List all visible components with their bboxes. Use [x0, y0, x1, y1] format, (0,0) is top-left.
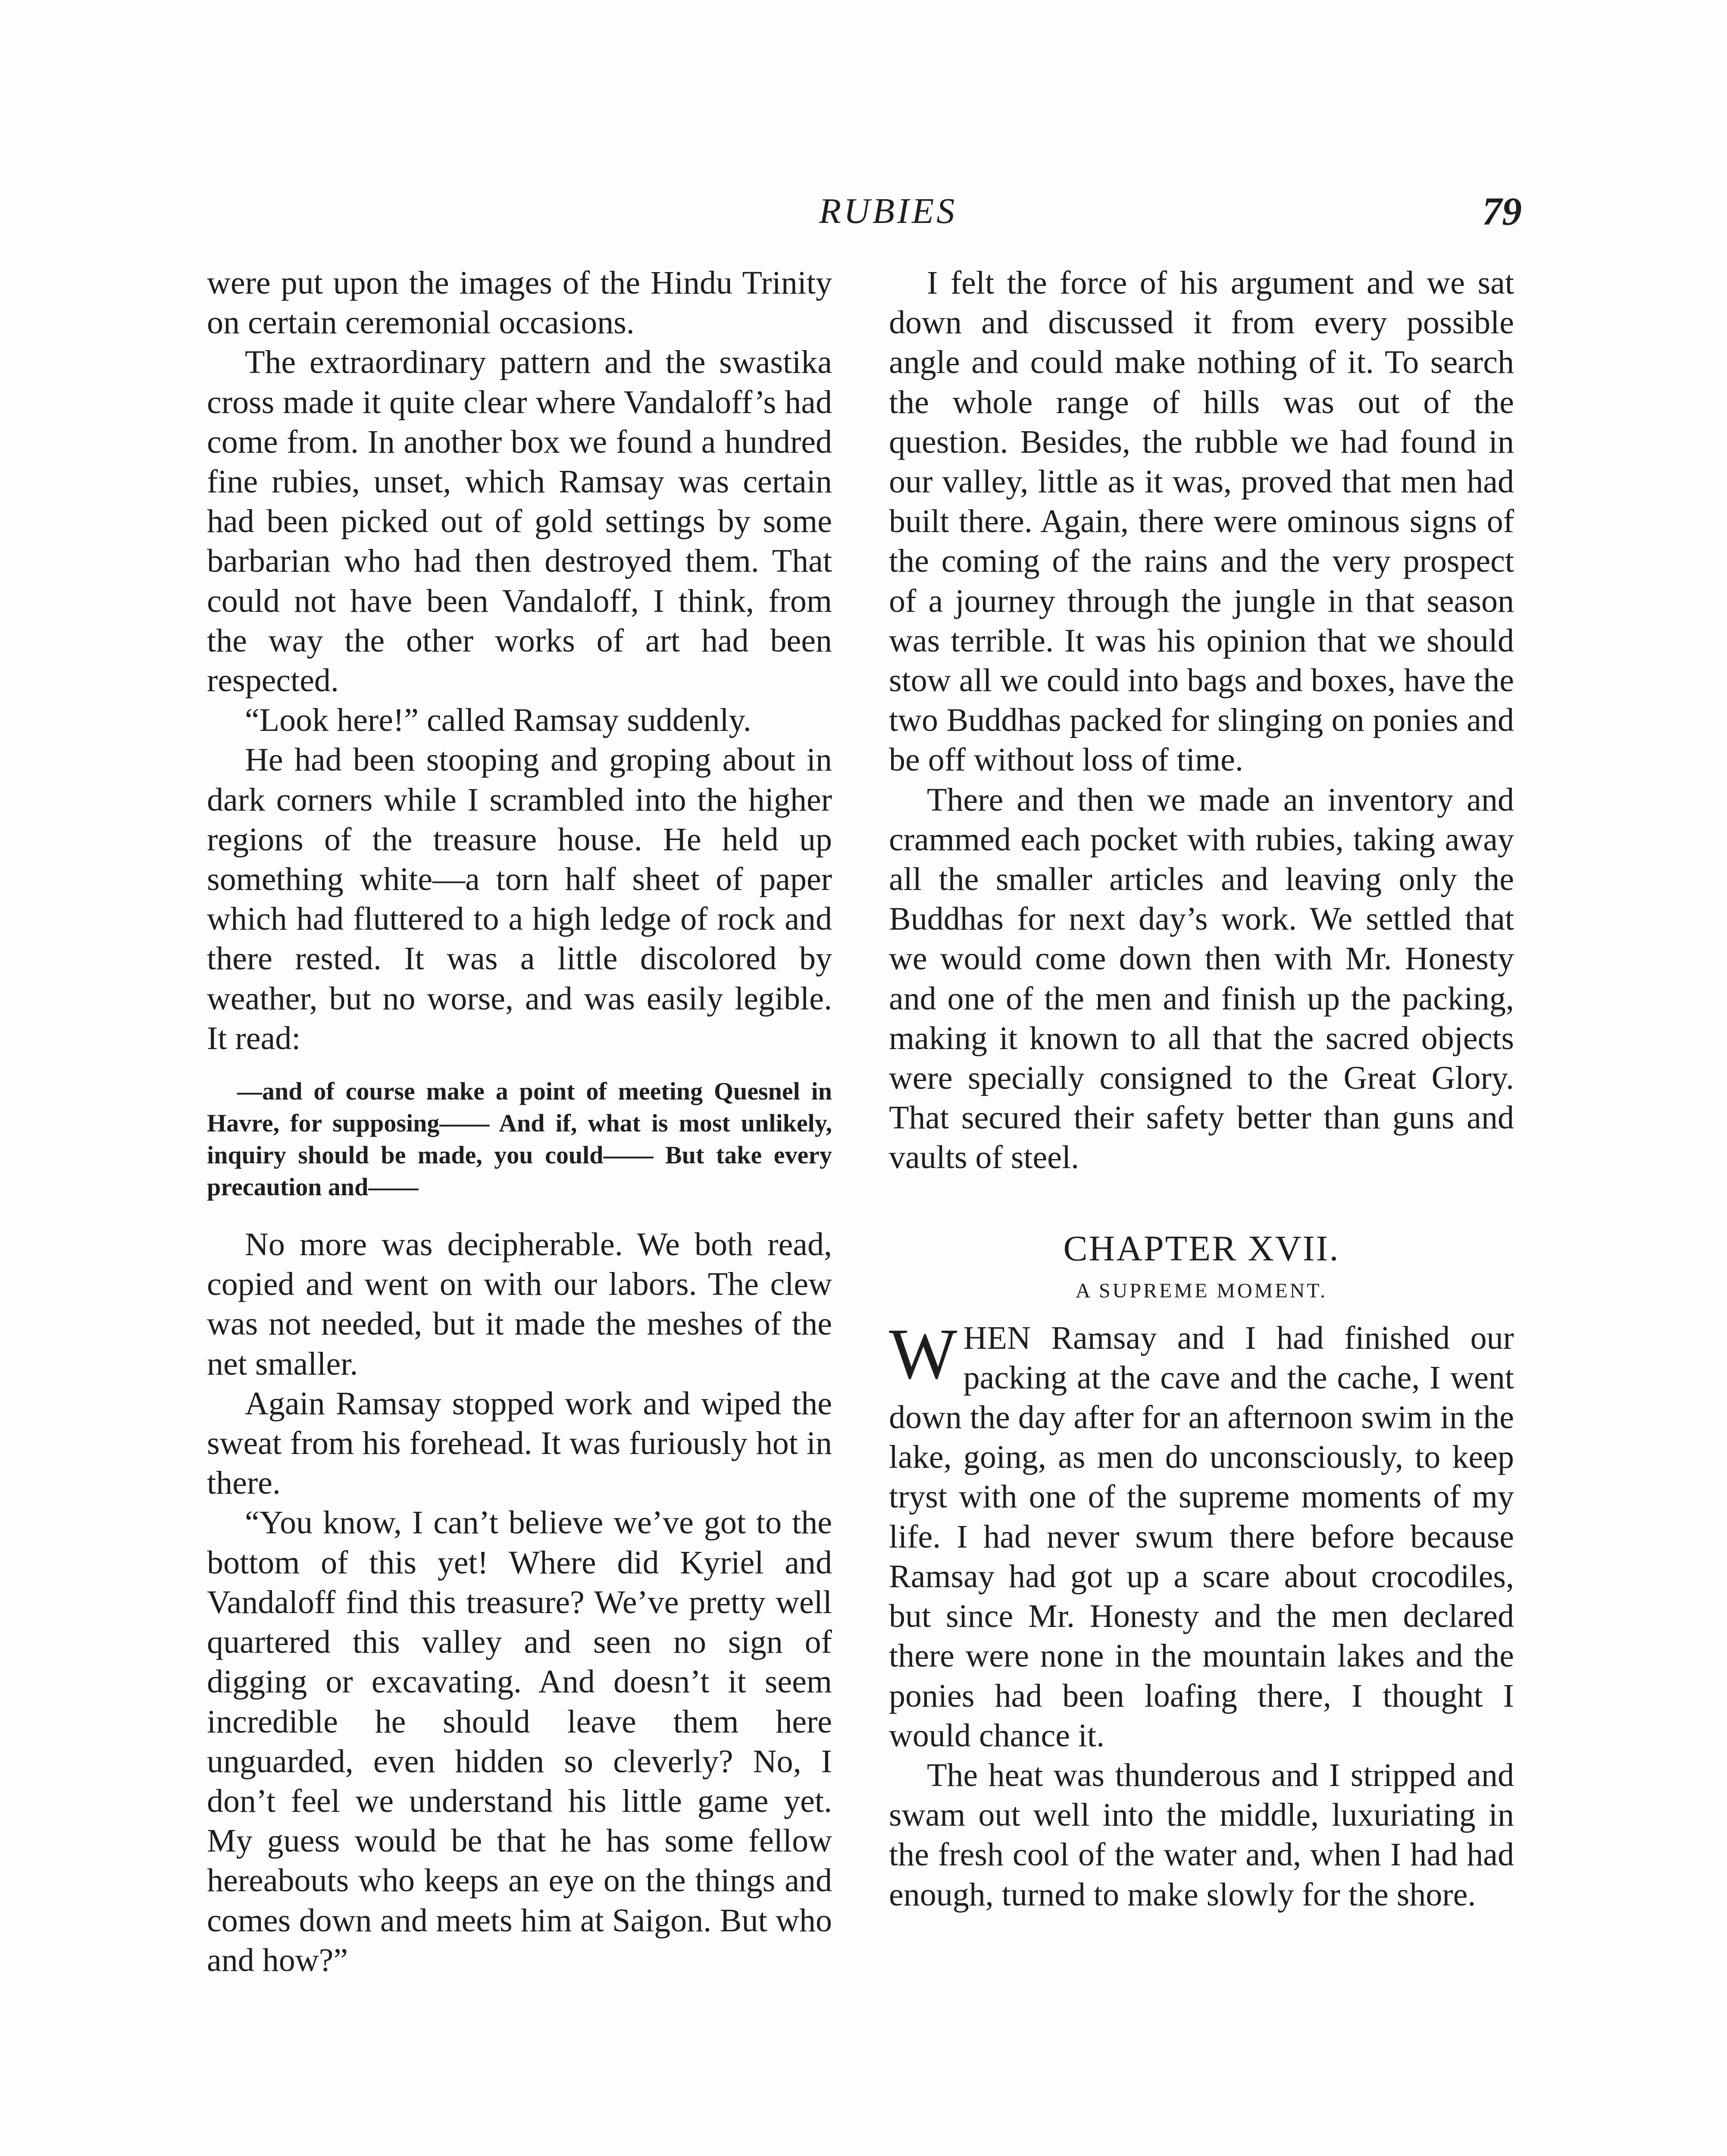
running-title: RUBIES: [819, 191, 957, 231]
drop-cap: W: [889, 1313, 957, 1394]
quoted-letter: —and of course make a point of meeting Quesnel in Havre, for supposing—— And if, what is most unlikely, inquiry should be made, you could—— But take every precaution and——: [207, 1077, 832, 1201]
chapter-subtitle: A SUPREME MOMENT.: [1075, 1279, 1328, 1302]
chapter-title: CHAPTER XVII.: [1063, 1228, 1340, 1269]
paragraph: Again Ramsay stopped work and wiped the sweat from his forehead. It was furiously hot in there.: [207, 1385, 832, 1501]
paragraph: were put upon the images of the Hindu Trinity on certain ceremonial occasions.: [207, 265, 832, 341]
chapter-opening-paragraph: [889, 1313, 1514, 1755]
right-column: [889, 263, 1514, 1915]
left-column: [207, 263, 832, 1980]
paragraph: The extraordinary pattern and the swastika cross made it quite clear where Vandaloff’s had come from. In another box we found a hundred fine rubies, unset, which Ramsay was certain had been picked out of gold settings by some barbarian who had then destroyed them. That could not have been Vandaloff, I think, from the way the other works of art had been respected.: [207, 344, 832, 699]
paragraph: “Look here!” called Ramsay suddenly.: [245, 702, 751, 739]
paragraph: The heat was thunderous and I stripped and swam out well into the middle, luxuriating in the fresh cool of the water and, when I had had enough, turned to make slowly for the shore.: [889, 1757, 1514, 1913]
paragraph: “You know, I can’t believe we’ve got to the bottom of this yet! Where did Kyriel and Vandaloff find this treasure? We’ve pretty well quartered this valley and seen no sign of digging or excavating. And doesn’t it seem incredible he should leave them here unguarded, even hidden so cleverly? No, I don’t feel we understand his little game yet. My guess would be that he has some fellow hereabouts who keeps an eye on the things and comes down and meets him at Saigon. But who and how?”: [207, 1504, 832, 1978]
paragraph: No more was decipherable. We both read, copied and went on with our labors. The clew was not needed, but it made the meshes of the net smaller.: [207, 1226, 832, 1382]
page-number: 79: [1482, 189, 1522, 233]
paragraph-text: HEN Ramsay and I had finished our packing at the cave and the cache, I went down the day after for an afternoon swim in the lake, going, as men do unconsciously, to keep tryst with one of the supreme moments of my life. I had never swum there before because Ramsay had got up a scare about crocodiles, but since Mr. Honesty and the men declared there were none in the mountain lakes and the ponies had been loafing there, I thought I would chance it.: [889, 1319, 1514, 1754]
paragraph: He had been stooping and groping about in dark corners while I scrambled into the higher regions of the treasure house. He held up something white—a torn half sheet of paper which had fluttered to a high ledge of rock and there rested. It was a little discolored by weather, but no worse, and was easily legible. It read:: [207, 742, 832, 1056]
running-header: [0, 185, 1727, 237]
paragraph: There and then we made an inventory and crammed each pocket with rubies, taking away all the smaller articles and leaving only the Buddhas for next day’s work. We settled that we would come down then with Mr. Honesty and one of the men and finish up the packing, making it known to all that the sacred objects were specially consigned to the Great Glory. That secured their safety better than guns and vaults of steel.: [889, 781, 1514, 1176]
paragraph: I felt the force of his argument and we sat down and discussed it from every possible angle and could make nothing of it. To search the whole range of hills was out of the question. Besides, the rubble we had found in our valley, little as it was, proved that men had built there. Again, there were ominous signs of the coming of the rains and the very prospect of a journey through the jungle in that season was terrible. It was his opinion that we should stow all we could into bags and boxes, have the two Buddhas packed for slinging on ponies and be off without loss of time.: [889, 265, 1514, 778]
